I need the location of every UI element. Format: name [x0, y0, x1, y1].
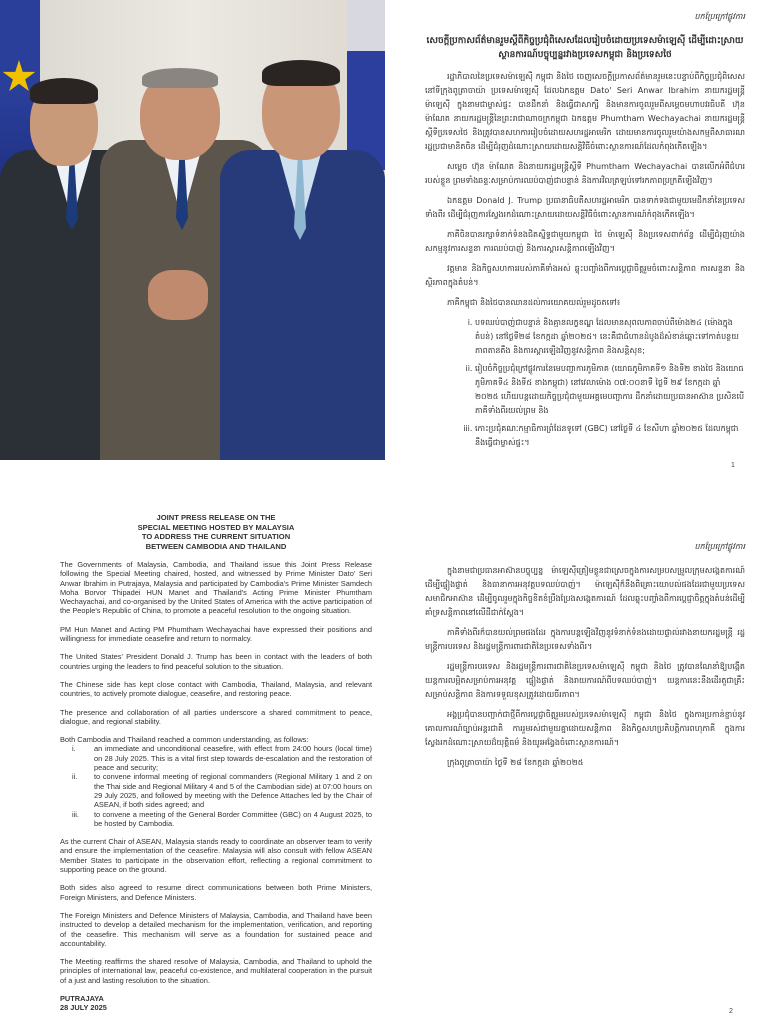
item-number: ii. — [72, 772, 78, 782]
item-text: to convene a meeting of the General Border Committee (GBC) on 4 August 2025, to be hosted by Cambodia. — [94, 809, 372, 828]
title-line: BETWEEN CAMBODIA AND THAILAND — [145, 541, 287, 551]
list-item — [60, 810, 372, 829]
list-intro: Both Cambodia and Thailand reached a common understanding, as follows: — [60, 735, 309, 745]
khmer-title: សេចក្តីប្រកាសព័ត៌មានរួមស្តីពីកិច្ចប្រជុំពិសេសដែលរៀបចំដោយប្រទេសម៉ាឡេស៊ី ដើម្បីដោះស្រាយស្ថានការណ៍បច្ចុប្បន្នរវាងប្រទេសកម្ពុជា និងប្រទេសថៃ — [426, 36, 744, 60]
khmer-paragraph: ភាគីចិនបានរក្សាទំនាក់ទំនងជិតស្និទ្ធជាមួយកម្ពុជា ថៃ ម៉ាឡេស៊ី និងប្រទេសពាក់ព័ន្ធ ដើម្បីជំរុញយ៉ាងសកម្មនូវការសន្ទនា ការឈប់បាញ់ និងការស្តារសន្តិភាពឡើងវិញ។ — [425, 230, 745, 253]
list-item — [60, 744, 372, 772]
item-number: i. — [72, 744, 76, 754]
khmer-list-item: i. បទឈប់បាញ់ជាបន្ទាន់ និងគ្មានលក្ខខណ្ឌ ដែលមានសុពលភាពចាប់ពីម៉ោង២៤ (ម៉ោងក្នុងតំបន់) នៅថ្ងៃទី២៨ ខែកក្កដា ឆ្នាំ២០២៥។ នេះគឺជាជំហានដំបូងដ៏សំខាន់ឆ្ពោះទៅកាត់បន្ថយភាពតានតឹង និងការស្តារឡើងវិញនូវសន្តិភាព និងសន្តិសុខ; — [475, 316, 745, 358]
english-title — [60, 513, 372, 551]
khmer-paragraph: វត្តមាន និងកិច្ចសហការរបស់ភាគីទាំងអស់ ឆ្លុះបញ្ចាំងពីការប្តេជ្ញាចិត្តរួមចំពោះសន្តិភាព ការសន្ទនា និងស្ថិរភាពក្នុងតំបន់។ — [425, 264, 745, 287]
khmer-paragraph: ភាគីទាំងពីរក៏បានយល់ព្រមផងដែរ ក្នុងការបន្តឡើងវិញនូវទំនាក់ទំនងដោយផ្ទាល់រវាងនាយករដ្ឋមន្ត្រី រដ្ឋមន្ត្រីការបរទេស និងរដ្ឋមន្ត្រីការពារជាតិនៃប្រទេសទាំងពីរ។ — [425, 628, 745, 651]
khmer-paragraph: រដ្ឋាភិបាលនៃប្រទេសម៉ាឡេស៊ី កម្ពុជា និងថៃ ចេញសេចក្តីប្រកាសព័ត៌មានរួមនេះបន្ទាប់ពីកិច្ចប្រជុំពិសេស នៅទីក្រុងពូត្រាចាយ៉ា ប្រទេសម៉ាឡេស៊ី ដែលឯកឧត្តម Dato' Seri Anwar Ibrahim នាយករដ្ឋមន្ត្រីម៉ាឡេស៊ី ក្នុងនាមជាម្ចាស់ផ្ទះ បានដឹកនាំ និងធ្វើជាសាក្សី និងមានការចូលរួមពីសម្តេចមហាបវរធិបតី ហ៊ុន ម៉ាណែត នាយករដ្ឋមន្ត្រីនៃព្រះរាជាណាចក្រកម្ពុជា ឯកឧត្តម Phumtham Wechayachai នាយករដ្ឋមន្ត្រីស្តីទីប្រទេសថៃ និងត្រូវបានសហការរៀបចំដោយសហរដ្ឋអាមេរិក ដោយមានការចូលរួមយ៉ាងសកម្មពីសាធារណរដ្ឋប្រជាមានិតចិន ដើម្បីជំរុញដំណោះស្រាយដោយសន្តិវិធីចំពោះស្ថានការណ៍ដែលកំពុងកើតឡើង។ — [425, 72, 745, 151]
english-paragraph: As the current Chair of ASEAN, Malaysia stands ready to coordinate an observer team to verify and ensure the implementation of the ceasefire. Malaysia will also consult with fellow ASEAN Member States to participate in the observation effort, reflecting a regional commitment to supporting peace on the ground. — [60, 837, 372, 875]
english-paragraph: The United States' President Donald J. Trump has been in contact with the leaders of both countries urging the leaders to find peaceful solution to the situation. — [60, 652, 372, 671]
khmer-list-item: iii. កោះប្រជុំគណៈកម្មាធិការព្រំដែនទូទៅ (GBC) នៅថ្ងៃទី ៤ ខែសីហា ឆ្នាំ២០២៥ ដែលកម្ពុជានឹងធ្វើជាម្ចាស់ផ្ទះ។ — [475, 422, 745, 450]
english-paragraph: The Meeting reaffirms the shared resolve of Malaysia, Cambodia, and Thailand to uphold the principles of international law, peaceful co-existence, and multilateral cooperation in the pursuit of a just and lasting resolution to the situation. — [60, 957, 372, 985]
english-paragraph: The Chinese side has kept close contact with Cambodia, Thailand, Malaysia, and relevant countries, to actively promote dialogue, ceasefire, and restoring peace. — [60, 679, 372, 699]
item-number: iii. — [72, 809, 79, 819]
unofficial-translation-label: បកប្រែក្រៅផ្លូវការ — [694, 542, 745, 551]
english-paragraph: PM Hun Manet and Acting PM Phumtham Wechayachai have expressed their positions and willingness for immediate ceasefire and return to normalcy. — [60, 624, 372, 644]
unofficial-translation-label: បកប្រែក្រៅផ្លូវការ — [694, 12, 745, 21]
english-paragraph: The Foreign Ministers and Defence Ministers of Malaysia, Cambodia, and Thailand have been instructed to develop a detailed mechanism for the implementation, verification, and reporting of the ceasefire. This mechanism will serve as a foundation for sustained peace and accountability. — [60, 910, 372, 948]
khmer-paragraph: ភាគីកម្ពុជា និងថៃបានឈានដល់ការយោគយល់រួមដូចតទៅ៖ — [447, 298, 621, 307]
khmer-paragraph: ឯកឧត្តម Donald J. Trump ប្រធានាធិបតីសហរដ្ឋអាមេរិក បានទាក់ទងជាមួយមេដឹកនាំនៃប្រទេសទាំងពីរ ដើម្បីជំរុញការស្វែងរកដំណោះស្រាយដោយសន្តិវិធីចំពោះស្ថានការណ៍កំពុងកើតឡើង។ — [425, 196, 745, 219]
place: PUTRAJAYA — [60, 993, 104, 1003]
khmer-paragraph: សម្តេច ហ៊ុន ម៉ាណែត និងនាយករដ្ឋមន្ត្រីស្តីទី Phumtham Wechayachai បានលើកអំពីជំហររបស់ខ្លួន ព្រមទាំងឆន្ទៈសម្រាប់ការឈប់បាញ់ជាបន្ទាន់ និងការវិលត្រឡប់ទៅរកភាពប្រក្រតីឡើងវិញ។ — [425, 162, 745, 185]
thailand-flag — [347, 0, 385, 170]
handshake — [148, 270, 208, 320]
page-number: 2 — [729, 1008, 733, 1015]
english-paragraph: Both sides also agreed to resume direct communications between both Prime Ministers, Foreign Ministers, and Defence Ministers. — [60, 883, 372, 902]
title-line: TO ADDRESS THE CURRENT SITUATION — [141, 532, 291, 541]
leaders-handshake-photo — [0, 0, 385, 460]
page-number: 1 — [731, 462, 735, 469]
khmer-list — [475, 316, 745, 450]
khmer-paragraph: អង្គប្រជុំបានបញ្ជាក់ជាថ្មីពីការប្តេជ្ញាចិត្តរួមរបស់ប្រទេសម៉ាឡេស៊ី កម្ពុជា និងថៃ ក្នុងការប្រកាន់ខ្ជាប់នូវគោលការណ៍ច្បាប់អន្តរជាតិ ការរួមរស់ជាមួយគ្នាដោយសន្តិភាព និងកិច្ចសហប្រតិបត្តិការពហុភាគី ក្នុងការស្វែងរកដំណោះស្រាយដ៏យុត្តិធម៌ និងយូរអង្វែងចំពោះស្ថានការណ៍។ — [425, 710, 745, 747]
english-paragraph: The presence and collaboration of all parties underscore a shared commitment to peace, dialogue, and regional stability. — [60, 707, 372, 726]
item-text: to convene informal meeting of regional commanders (Regional Military 1 and 2 on the Thai side and Regional Military 4 and 5 of the Cambodian side) at 07:00 hours on 29 July 2025, and followed by meeting with the Defence Attaches led by the Chair of ASEAN, if both sides agreed; and — [94, 772, 373, 810]
khmer-paragraph: ក្នុងនាមជាប្រធានអាស៊ានបច្ចុប្បន្ន ម៉ាឡេស៊ីត្រៀមខ្លួនជាស្រេចក្នុងការសម្របសម្រួលក្រុមសង្កេតការណ៍ ដើម្បីផ្ទៀងផ្ទាត់ និងធានាការអនុវត្តបទឈប់បាញ់។ ម៉ាឡេស៊ីក៏នឹងពិគ្រោះយោបល់ផងដែរជាមួយប្រទេសសមាជិកអាស៊ាន ដើម្បីចូលរួមក្នុងកិច្ចខិតខំប្រឹងប្រែងសង្កេតការណ៍ ដែលឆ្លុះបញ្ចាំងពីការប្តេជ្ញាចិត្តក្នុងតំបន់ដើម្បីគាំទ្រសន្តិភាពនៅលើដីជាក់ស្តែង។ — [425, 566, 745, 617]
date: 28 JULY 2025 — [60, 1003, 107, 1013]
khmer-list-item: ii. រៀបចំកិច្ចប្រជុំក្រៅផ្លូវការនៃមេបញ្ជាការភូមិភាគ (យោធភូមិភាគទី១ និងទី២ ខាងថៃ និងយោធភូមិភាគទី៤ និងទី៥ ខាងកម្ពុជា) នៅវេលាម៉ោង ០៧:០០នាទី ថ្ងៃទី ២៩ ខែកក្កដា ឆ្នាំ ២០២៥ ហើយបន្តដោយកិច្ចប្រជុំជាមួយអគ្គមេបញ្ជាការ ដឹកនាំដោយប្រធានអាស៊ាន ប្រសិនបើភាគីទាំងពីរយល់ព្រម និង — [475, 362, 745, 418]
title-line: SPECIAL MEETING HOSTED BY MALAYSIA — [137, 522, 295, 532]
english-paragraph: The Governments of Malaysia, Cambodia, and Thailand issue this Joint Press Release following the Special Meeting chaired, hosted, and witnessed by Prime Minister Dato' Seri Anwar Ibrahim in Putrajaya, Malaysia and participated by Cambodia's Prime Minister Samdech Moha Borvor Thipadei HUN Manet and Thailand's Acting Prime Minister Phumtham Wechayachai, and co-organised by the United States of America with the active participation of the People's Republic of China, to promote a peaceful resolution to the ongoing situation. — [60, 560, 372, 616]
item-text: an immediate and unconditional ceasefire, with effect from 24:00 hours (local time) on 28 July 2025. This is a vital first step towards de-escalation and the restoration of peace and security; — [94, 744, 372, 773]
khmer-paragraph: រដ្ឋមន្ត្រីការបរទេស និងរដ្ឋមន្ត្រីការពារជាតិនៃប្រទេសម៉ាឡេស៊ី កម្ពុជា និងថៃ ត្រូវបានណែនាំឱ្យបង្កើតយន្តការលម្អិតសម្រាប់ការអនុវត្ត ផ្ទៀងផ្ទាត់ និងរាយការណ៍ពីបទឈប់បាញ់។ យន្តការនេះនឹងដើរតួជាគ្រឹះ សម្រាប់សន្តិភាព និងការទទួលខុសត្រូវដោយចីរភាព។ — [425, 662, 745, 699]
understanding-list — [60, 744, 372, 828]
khmer-place-date: ក្រុងពូត្រាចាយ៉ា ថ្ងៃទី ២៨ ខែកក្កដា ឆ្នាំ២០២៥ — [447, 758, 584, 767]
title-line: JOINT PRESS RELEASE ON THE — [156, 513, 276, 522]
page-2-khmer — [425, 540, 745, 776]
page-2-english — [60, 513, 372, 1013]
page-1-khmer — [425, 10, 745, 470]
list-item — [60, 772, 372, 809]
